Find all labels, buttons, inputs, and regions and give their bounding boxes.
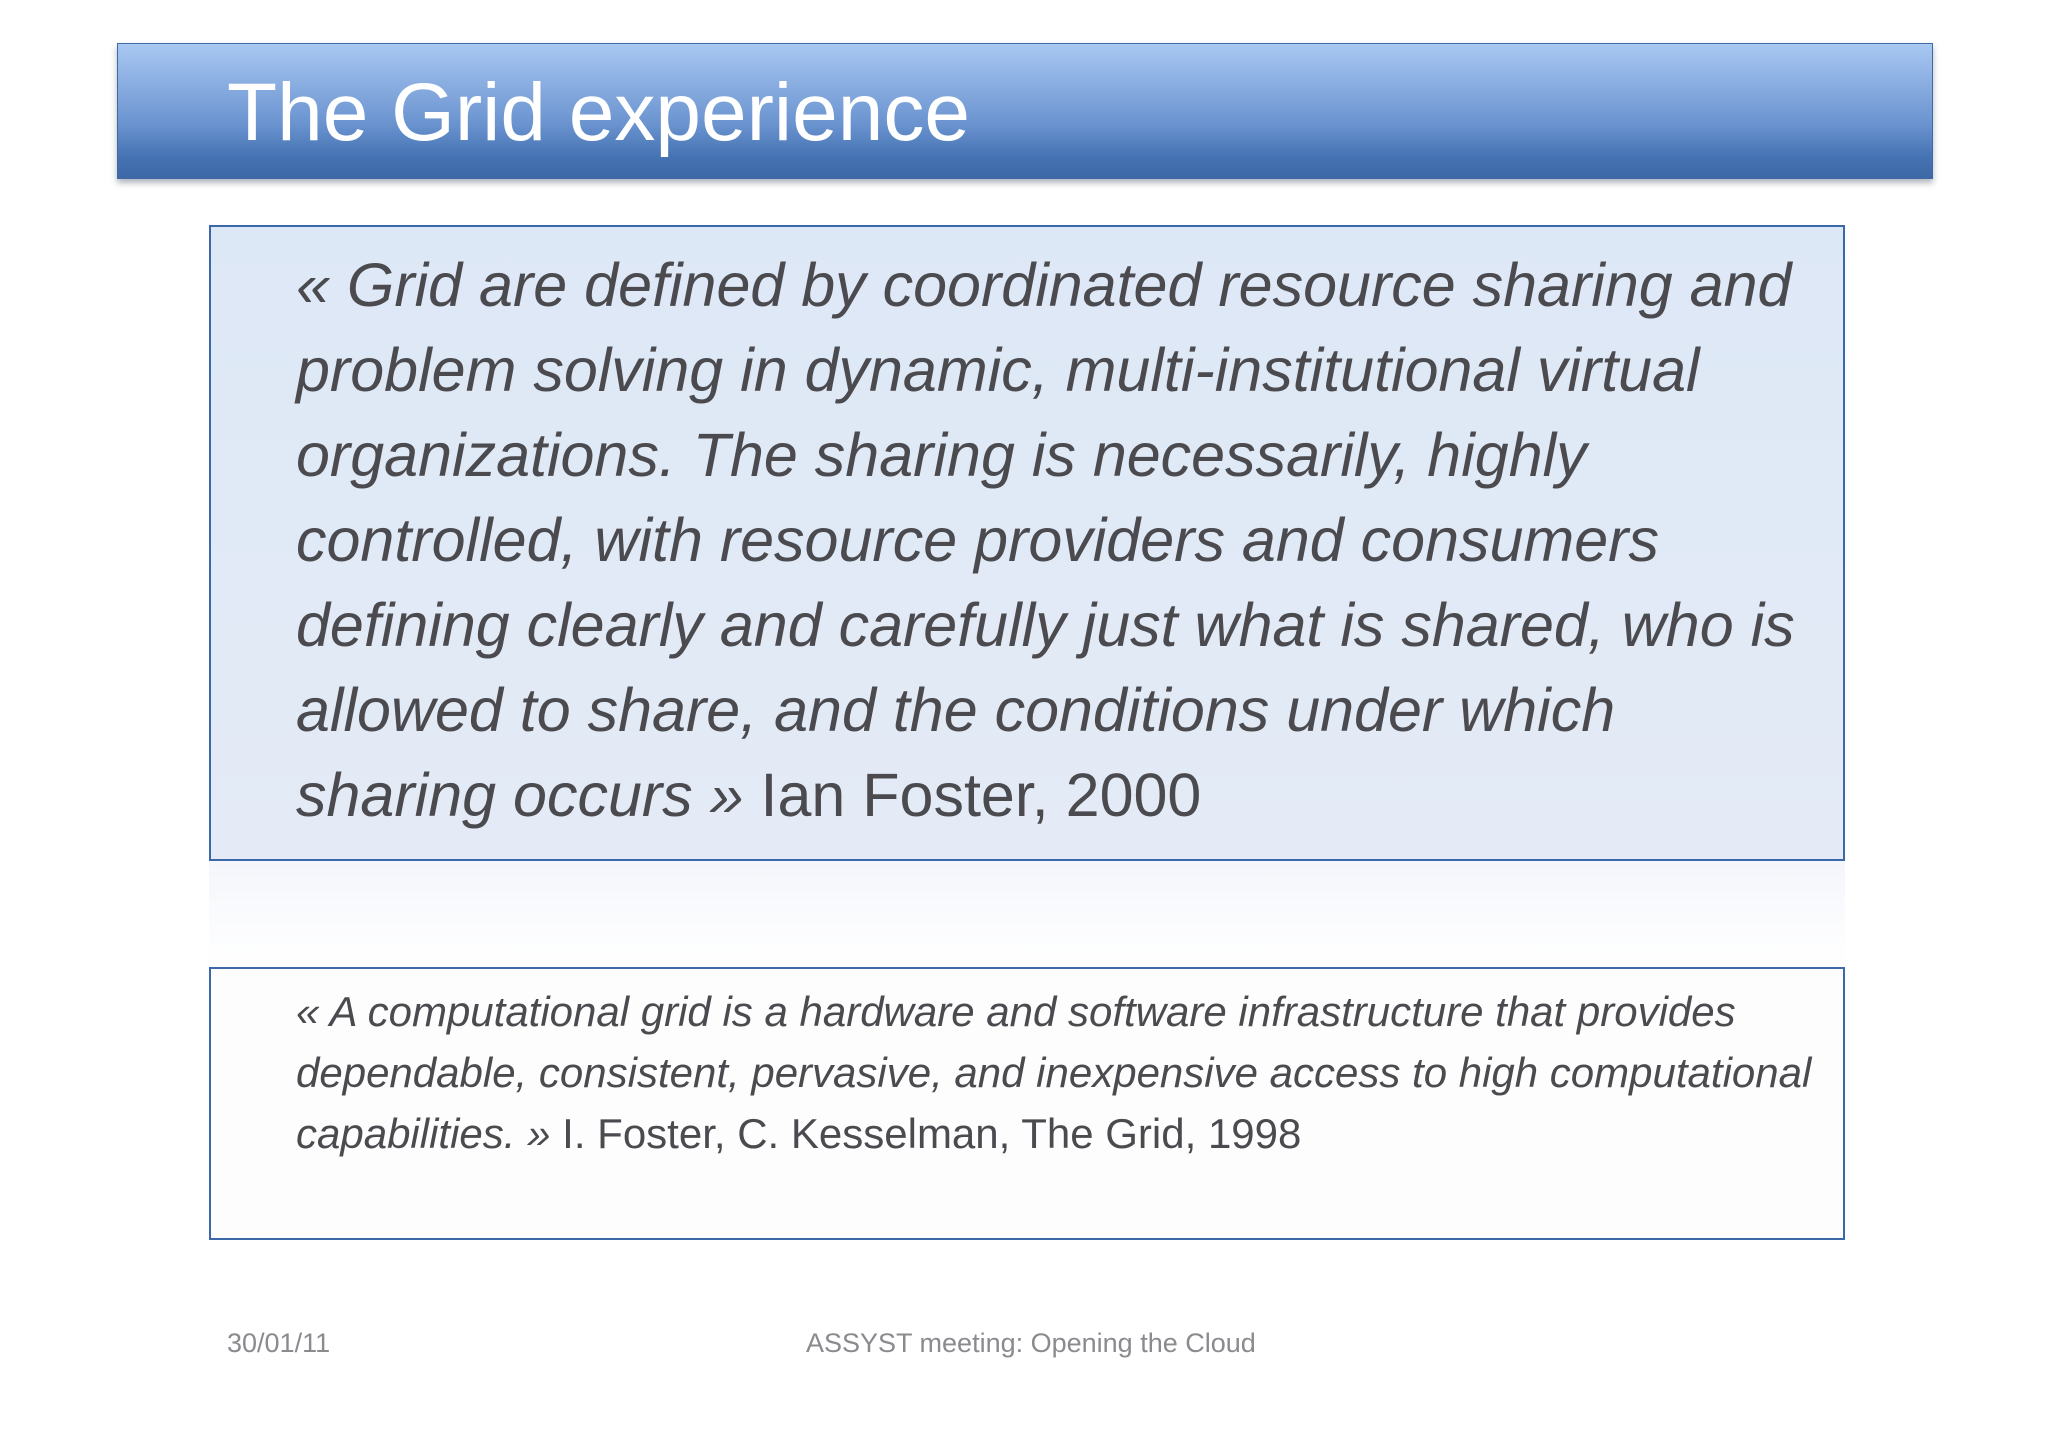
quote-primary-text: « Grid are defined by coordinated resource sharing and problem solving in dynamic, multi-institutional virtual organizations. The sharing is necessarily, highly controlled, with resource providers and consumers defining clearly and carefully just what is shared, who is allowed to share, and the conditions under which sharing occurs »: [296, 251, 1795, 829]
quote-secondary-attribution: I. Foster, C. Kesselman, The Grid, 1998: [550, 1110, 1302, 1157]
quote-secondary: [296, 981, 1836, 1164]
footer-title: ASSYST meeting: Opening the Cloud: [806, 1328, 1256, 1358]
quote-secondary-text: « A computational grid is a hardware and software infrastructure that provides dependable, consistent, pervasive, and inexpensive access to high computational capabilities. »: [296, 988, 1812, 1157]
quote-primary: [296, 243, 1816, 838]
divider-gradient: [209, 861, 1845, 965]
footer-date: 30/01/11: [227, 1328, 331, 1358]
quote-primary-attribution: Ian Foster, 2000: [743, 761, 1202, 829]
slide-title: The Grid experience: [227, 67, 970, 158]
